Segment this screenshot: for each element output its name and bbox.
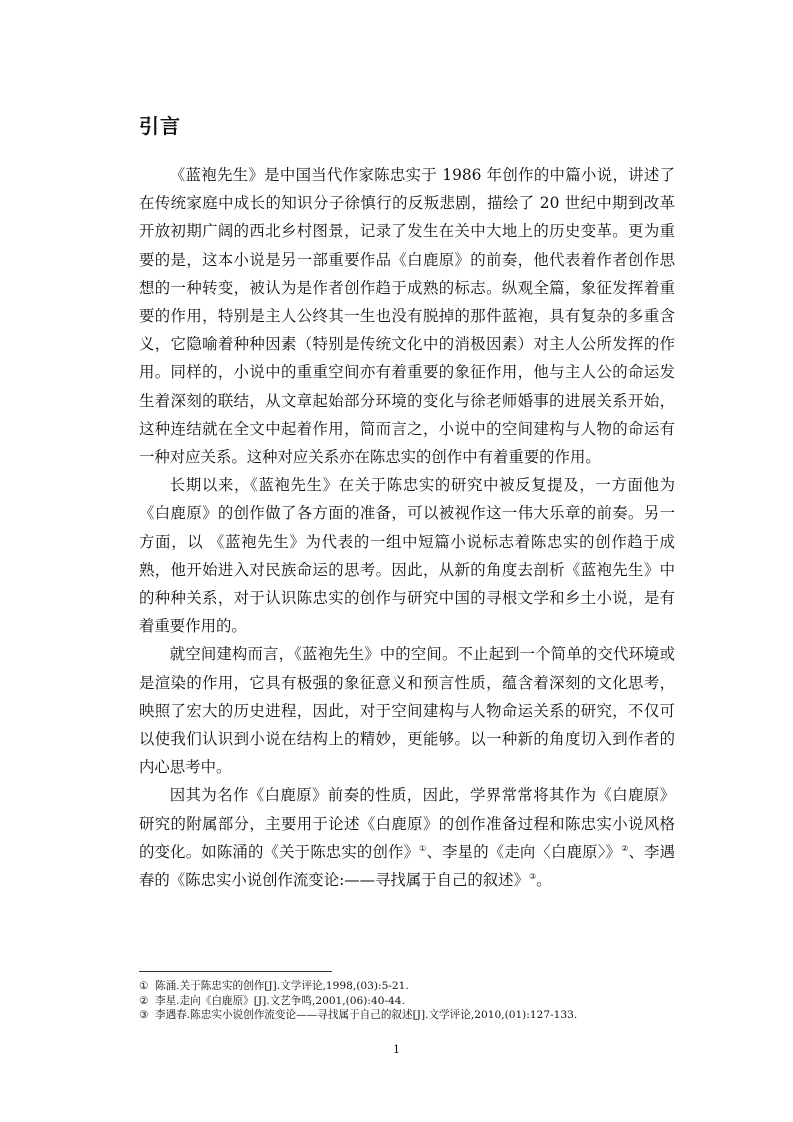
footnotes xyxy=(139,979,699,1023)
footnote-mark: ① xyxy=(139,980,149,992)
footnote-ref-2[interactable]: ② xyxy=(621,843,629,853)
paragraph-1: 《蓝袍先生》是中国当代作家陈忠实于 1986 年创作的中篇小说，讲述了在传统家庭中成长的知识分子徐慎行的反叛悲剧，描绘了 20 世纪中期到改革开放初期广阔的西北乡村图景，记录了发生在关中大地上的历史变革。更为重要的是，这本小说是另一部重要作品《白鹿原》的前奏，他代表着作者创作思想的一种转变，被认为是作者创作趋于成熟的标志。纵观全篇，象征发挥着重要的作用，特别是主人公终其一生也没有脱掉的那件蓝袍，具有复杂的多重含义，它隐喻着种种因素（特别是传统文化中的消极因素）对主人公所发挥的作用。同样的，小说中的重重空间亦有着重要的象征作用，他与主人公的命运发生着深刻的联结，从文章起始部分环境的变化与徐老师婚事的进展关系开始，这种连结就在全文中起着作用，简而言之，小说中的空间建构与人物的命运有一种对应关系。这种对应关系亦在陈忠实的创作中有着重要的作用。 xyxy=(139,166,675,467)
paragraph-4-text-b: 、李星的《走向〈白鹿原〉》 xyxy=(426,842,622,861)
paragraph-2: 长期以来，《蓝袍先生》在关于陈忠实的研究中被反复提及，一方面他为《白鹿原》的创作做了各方面的准备，可以被视作这一伟大乐章的前奏。另一方面，以 《蓝袍先生》为代表的一组中短篇小说标志着陈忠实的创作趋于成熟，他开始进入对民族命运的思考。因此，从新的角度去剖析《蓝袍先生》中的种种关系，对于认识陈忠实的创作与研究中国的寻根文学和乡土小说，是有着重要作用的。 xyxy=(139,476,675,636)
paragraph-3: 就空间建构而言，《蓝袍先生》中的空间。不止起到一个简单的交代环境或是渲染的作用，它具有极强的象征意义和预言性质，蕴含着深刻的文化思考，映照了宏大的历史进程，因此，对于空间建构与人物命运关系的研究，不仅可以使我们认识到小说在结构上的精妙，更能够。以一种新的角度切入到作者的内心思考中。 xyxy=(139,645,675,777)
paragraph-4 xyxy=(139,781,675,894)
footnote-text: 李星.走向《白鹿原》[J].文艺争鸣,2001,(06):40-44. xyxy=(155,994,405,1007)
body-text xyxy=(139,161,675,894)
page-number: 1 xyxy=(393,1043,400,1056)
footnote-ref-1[interactable]: ① xyxy=(419,843,427,853)
footnote-mark: ② xyxy=(139,994,149,1007)
footnote-separator xyxy=(139,971,332,972)
footnote-text: 陈涌.关于陈忠实的创作[J].文学评论,1998,(03):5-21. xyxy=(155,980,409,992)
footnote-2 xyxy=(139,994,699,1009)
paragraph-4-text-d: 。 xyxy=(536,871,552,890)
footnote-ref-3[interactable]: ③ xyxy=(528,871,537,881)
paragraph-4-text-a: 因其为名作《白鹿原》前奏的性质，因此，学界常常将其作为《白鹿原》研究的附属部分，主要用于论述《白鹿原》的创作准备过程和陈忠实小说风格的变化。如陈涌的《关于陈忠实的创作》 xyxy=(139,786,675,861)
footnote-3 xyxy=(139,1008,699,1023)
footnote-mark: ③ xyxy=(139,1009,149,1022)
footnote-1 xyxy=(139,979,699,994)
section-heading: 引言 xyxy=(139,114,181,138)
paragraph-4-text-c: 、李遇春的《陈忠实小说创作流变论:——寻找属于自己的叙述》 xyxy=(139,842,676,890)
footnote-text: 李遇春.陈忠实小说创作流变论——寻找属于自己的叙述[J].文学评论,2010,(01):127-133. xyxy=(155,1009,578,1022)
